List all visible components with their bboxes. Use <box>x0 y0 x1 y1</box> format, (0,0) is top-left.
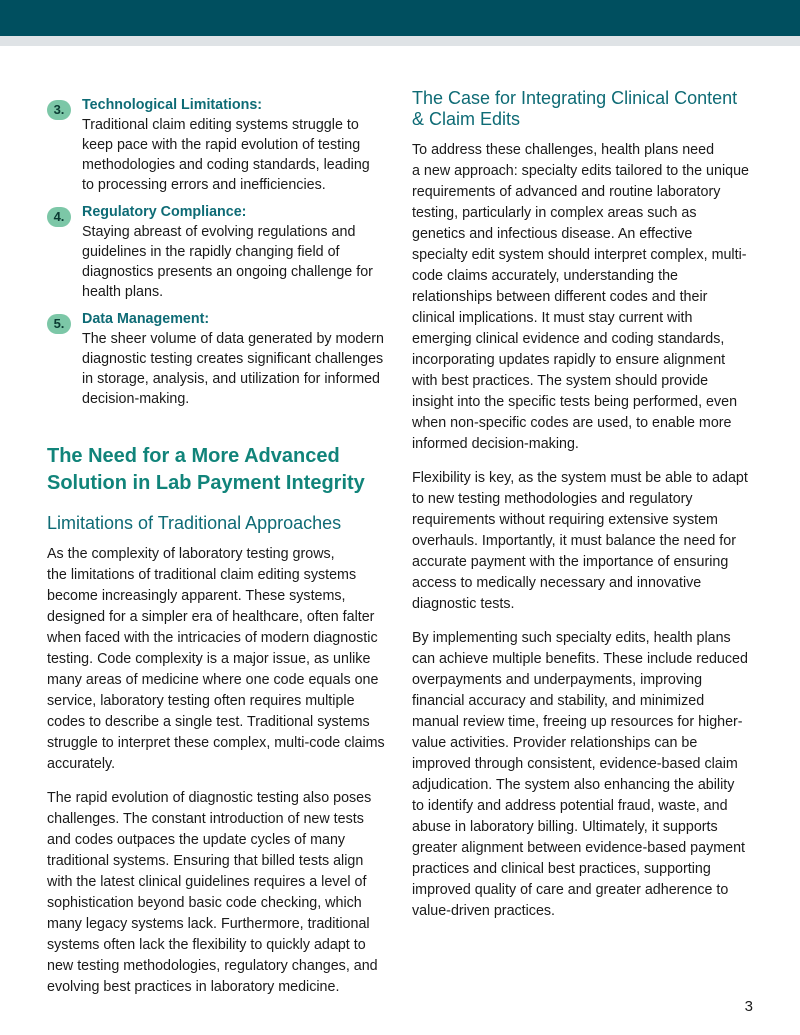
paragraph: To address these challenges, health plans need a new approach: specialty edits tailored to the unique requirements of advanced and routine laboratory testing, particularly in complex areas such as genetics and infectious disease. An effective specialty edit system should interpret complex, multi-code claims accurately, understanding the relationships between different codes and their clinical implications. It must stay current with emerging clinical evidence and coding standards, incorporating updates rapidly to ensure alignment with best practices. The system should provide insight into the specific tests being performed, even when non-specific codes are used, to enable more informed decision-making. <box>412 142 749 452</box>
item-text: The sheer volume of data generated by modern diagnostic testing creates significant challenges in storage, analysis, and utilization for informed decision-making. <box>82 331 385 407</box>
paragraph: As the complexity of laboratory testing grows, the limitations of traditional claim editing systems become increasingly apparent. These systems, designed for a simpler era of healthcare, often falter when faced with the intricacies of modern diagnostic testing. Code complexity is a major issue, as unlike many areas of medicine where one code equals one service, laboratory testing often requires multiple codes to describe a single test. Traditional systems struggle to interpret these complex, multi-code claims accurately. <box>47 546 385 772</box>
item-title: Data Management: <box>82 311 210 327</box>
number-badge: 5. <box>47 314 71 334</box>
number-badge: 3. <box>47 100 71 120</box>
paragraph: By implementing such specialty edits, health plans can achieve multiple benefits. These include reduced overpayments and underpayments, improving financial accuracy and stability, and minimized manual review time, freeing up resources for higher-value activities. Provider relationships can be improved through consistent, evidence-based claim adjudication. The system also enhancing the ability to identify and address potential fraud, waste, and abuse in laboratory billing. Ultimately, it supports greater alignment between evidence-based payment practices and clinical best practices, supporting improved quality of care and greater adherence to value-driven practices. <box>412 630 748 919</box>
item-title: Regulatory Compliance: <box>82 204 247 220</box>
challenges-list <box>47 95 385 409</box>
page-number: 3 <box>744 998 753 1015</box>
number-badge: 4. <box>47 207 71 227</box>
paragraph: Flexibility is key, as the system must be able to adapt to new testing methodologies and regulatory requirements without requiring extensive system overhauls. Importantly, it must balance the need for accurate payment with the importance of ensuring access to medically necessary and innovative diagnostic tests. <box>412 470 748 612</box>
item-text: Staying abreast of evolving regulations and guidelines in the rapidly changing field of diagnostics presents an ongoing challenge for health plans. <box>82 224 373 300</box>
subheading-case: The Case for Integrating Clinical Content & Claim Edits <box>412 88 738 129</box>
section-heading: The Need for a More Advanced Solution in Lab Payment Integrity <box>47 445 365 494</box>
list-item <box>47 202 385 302</box>
subheading-limitations: Limitations of Traditional Approaches <box>47 513 342 533</box>
header-rule <box>0 36 800 46</box>
paragraph: The rapid evolution of diagnostic testing also poses challenges. The constant introduction of new tests and codes outpaces the update cycles of many traditional systems. Ensuring that billed tests align with the latest clinical guidelines requires a level of sophistication beyond basic code checking, which many legacy systems lack. Furthermore, traditional systems often lack the flexibility to quickly adapt to new testing methodologies, regulatory changes, and evolving best practices in laboratory medicine. <box>47 790 378 995</box>
header-bar <box>0 0 800 36</box>
list-item <box>47 309 385 409</box>
right-column <box>412 88 750 922</box>
left-column <box>47 88 385 998</box>
item-title: Technological Limitations: <box>82 97 263 113</box>
item-text: Traditional claim editing systems struggle to keep pace with the rapid evolution of testing methodologies and coding standards, leading to processing errors and inefficiencies. <box>82 117 370 193</box>
list-item <box>47 95 385 195</box>
